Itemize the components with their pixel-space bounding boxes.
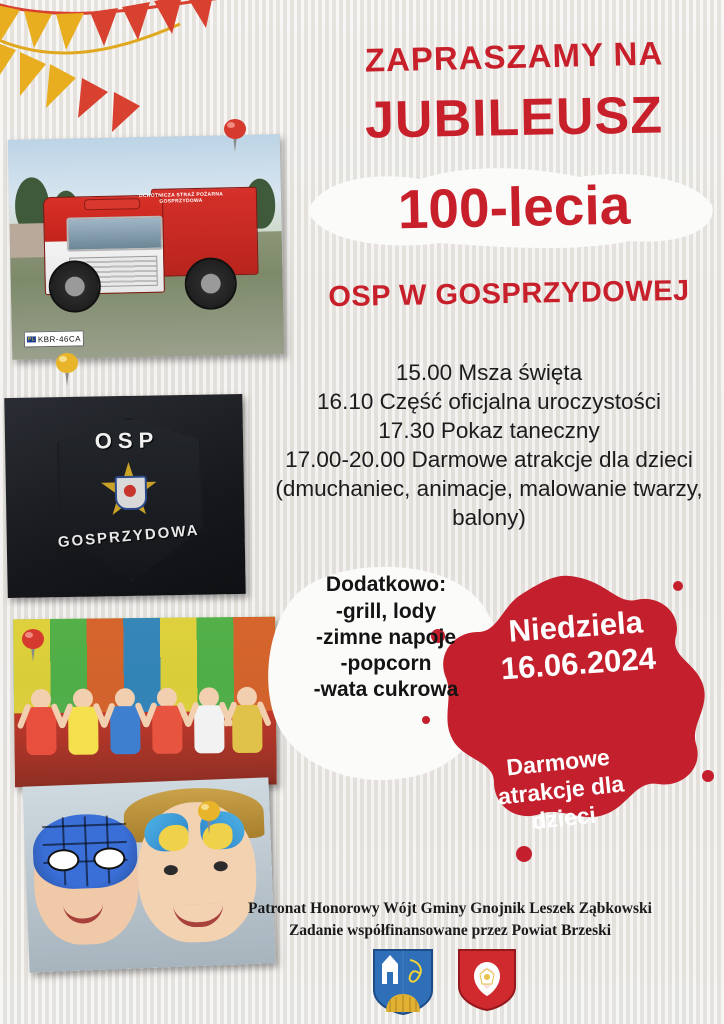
license-plate — [24, 330, 84, 347]
plate-number: KBR-46CA — [37, 333, 82, 344]
photo-fire-truck — [8, 134, 285, 360]
light-bar-shape — [84, 198, 140, 210]
plate-eu-band: PL — [27, 336, 35, 343]
windshield-shape — [66, 216, 163, 252]
kid-figure — [150, 688, 185, 770]
kid-figure — [108, 688, 143, 770]
free-line-2: atrakcje dla — [496, 770, 626, 810]
headline-invite: ZAPRASZAMY NA — [364, 34, 664, 79]
powiat-brzeski-logo-icon — [456, 948, 518, 1012]
date-value: 16.06.2024 — [499, 640, 657, 687]
date-day: Niedziela — [507, 604, 644, 649]
free-line-3: dzieci — [530, 801, 598, 835]
schedule-item: 15.00 Msza święta — [395, 360, 583, 385]
schedule-item: 17.00-20.00 Darmowe atrakcje dla dzieci (dmuchaniec, animacje, malowanie twarzy, balony) — [275, 447, 703, 530]
pushpin-icon — [196, 800, 222, 834]
free-line-1: Darmowe — [505, 743, 611, 781]
gmina-gnojnik-logo-icon — [370, 948, 436, 1016]
kid-figure — [66, 688, 101, 770]
schedule-item: 16.10 Część oficjalna uroczystości — [317, 389, 661, 414]
logo-row — [370, 948, 570, 1018]
patronage-line-2: Zadanie współfinansowane przez Powiat Brzeski — [288, 922, 612, 939]
extras-item: -zimne napoje — [315, 626, 457, 649]
kid-figure — [192, 687, 227, 769]
spiderman-paint-shape — [32, 812, 139, 890]
patronage-line-1: Patronat Honorowy Wójt Gminy Gnojnik Leszek Ząbkowski — [248, 900, 652, 917]
badge-unit-text: GOSPRZYDOWA — [57, 521, 201, 552]
truck-unit-text: OCHOTNICZA STRAŻ POŻARNA GOSPRZYDOWA — [138, 191, 224, 205]
headline-jubileusz: JUBILEUSZ — [364, 86, 664, 150]
extras-item: -wata cukrowa — [313, 678, 459, 701]
pushpin-icon — [54, 352, 80, 386]
pushpin-icon — [20, 628, 46, 662]
bunting-flags-icon — [0, 0, 330, 144]
extras-item: -popcorn — [340, 652, 432, 675]
headline-anniversary: 100-lecia — [397, 173, 631, 241]
extras-title: Dodatkowo: — [325, 573, 447, 596]
schedule-item: 17.30 Pokaz taneczny — [378, 418, 600, 443]
badge-osp-text: OSP — [94, 427, 160, 454]
patronage-text — [190, 898, 710, 942]
photo-osp-badge — [4, 394, 245, 598]
pushpin-icon — [222, 118, 248, 152]
photo-face-painting — [23, 777, 276, 972]
headline-unit: OSP W GOSPRZYDOWEJ — [328, 274, 690, 314]
schedule-list — [258, 358, 720, 532]
badge-shield-shape — [115, 476, 148, 511]
extras-item: -grill, lody — [335, 600, 437, 623]
photo-kids-castle — [13, 617, 277, 788]
kid-figure — [24, 689, 59, 771]
